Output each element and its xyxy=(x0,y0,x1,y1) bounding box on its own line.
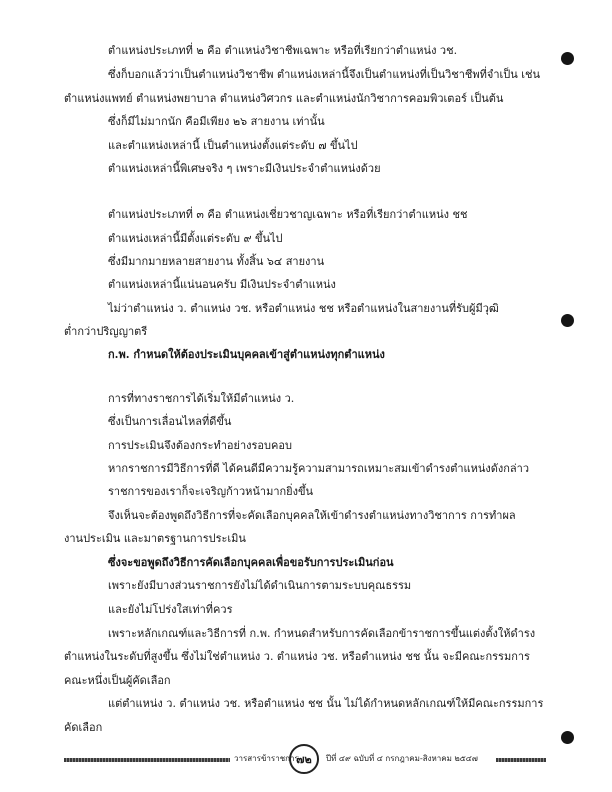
text-line: แต่ตำแหน่ง ว. ตำแหน่ง วช. หรือตำแหน่ง ชช นั้น ไม่ได้กำหนดหลักเกณฑ์ให้มีคณะกรรมการ xyxy=(108,697,544,710)
binder-hole-bottom xyxy=(561,731,574,744)
text-line: ไม่ว่าตำแหน่ง ว. ตำแหน่ง วช. หรือตำแหน่ง ชช หรือตำแหน่งในสายงานที่รับผู้มีวุฒิ xyxy=(108,302,499,315)
binder-hole-middle xyxy=(561,314,574,327)
text-line: เพราะหลักเกณฑ์และวิธีการที่ ก.พ. กำหนดสำหรับการคัดเลือกข้าราชการขึ้นแต่งตั้งให้ดำรง xyxy=(108,627,536,640)
text-line: ราชการของเราก็จะเจริญก้าวหน้ามากยิ่งขึ้น xyxy=(108,485,314,498)
footer-issue: ปีที่ ๔๙ ฉบับที่ ๔ กรกฎาคม-สิงหาคม ๒๕๔๗ xyxy=(326,754,478,763)
text-line: ตำแหน่งเหล่านี้มีตั้งแต่ระดับ ๙ ขึ้นไป xyxy=(108,232,283,245)
footer-rule-left xyxy=(64,758,230,762)
text-line: ซึ่งก็มีไม่มากนัก คือมีเพียง ๒๖ สายงาน เท่านั้น xyxy=(108,115,325,128)
footer-journal-title: วารสารข้าราชการ xyxy=(234,754,299,763)
text-line: และตำแหน่งเหล่านี้ เป็นตำแหน่งตั้งแต่ระดับ ๗ ขึ้นไป xyxy=(108,139,358,152)
text-line: ตำแหน่งประเภทที่ ๓ คือ ตำแหน่งเชี่ยวชาญเฉพาะ หรือที่เรียกว่าตำแหน่ง ชช xyxy=(108,208,468,221)
text-line: ซึ่งมีมากมายหลายสายงาน ทั้งสิ้น ๖๔ สายงาน xyxy=(108,255,325,268)
binder-hole-top xyxy=(561,52,574,65)
text-line: ซึ่งเป็นการเลื่อนไหลที่ดีขึ้น xyxy=(108,415,232,428)
text-line: เพราะยังมีบางส่วนราชการยังไม่ได้ดำเนินการตามระบบคุณธรรม xyxy=(108,579,412,592)
footer-rule-right xyxy=(496,758,546,762)
text-line: ต่ำกว่าปริญญาตรี xyxy=(64,325,148,338)
text-line: คัดเลือก xyxy=(64,721,103,734)
text-line: หากราชการมีวิธีการที่ดี ได้คนดีมีความรู้ความสามารถเหมาะสมเข้าดำรงตำแหน่งดังกล่าว xyxy=(108,462,530,475)
text-line: ตำแหน่งเหล่านี้พิเศษจริง ๆ เพราะมีเงินประจำตำแหน่งด้วย xyxy=(108,162,381,175)
page-number-badge xyxy=(289,744,319,774)
text-line: และยังไม่โปร่งใสเท่าที่ควร xyxy=(108,603,233,616)
text-line: ซึ่งก็บอกแล้วว่าเป็นตำแหน่งวิชาชีพ ตำแหน่งเหล่านี้จึงเป็นตำแหน่งที่เป็นวิชาชีพที่จำเป็น เช่น xyxy=(108,68,541,81)
text-line: การประเมินจึงต้องกระทำอย่างรอบคอบ xyxy=(108,439,292,452)
page-number: ๗๒ xyxy=(296,753,312,766)
text-line: จึงเห็นจะต้องพูดถึงวิธีการที่จะคัดเลือกบุคคลให้เข้าดำรงตำแหน่งทางวิชาการ การทำผล xyxy=(108,509,516,522)
text-line: งานประเมิน และมาตรฐานการประเมิน xyxy=(64,532,246,545)
text-line: การที่ทางราชการได้เริ่มให้มีตำแหน่ง ว. xyxy=(108,392,295,405)
section-heading: ซึ่งจะขอพูดถึงวิธีการคัดเลือกบุคคลเพื่อขอรับการประเมินก่อน xyxy=(108,556,394,569)
section-heading: ก.พ. กำหนดให้ต้องประเมินบุคคลเข้าสู่ตำแหน่งทุกตำแหน่ง xyxy=(108,348,385,361)
text-line: คณะหนึ่งเป็นผู้คัดเลือก xyxy=(64,674,171,687)
text-line: ตำแหน่งในระดับที่สูงขึ้น ซึ่งไม่ใช่ตำแหน่ง ว. ตำแหน่ง วช. หรือตำแหน่ง ชช นั้น จะมีคณะกรรมการ xyxy=(64,650,530,663)
text-line: ตำแหน่งแพทย์ ตำแหน่งพยาบาล ตำแหน่งวิศวกร และตำแหน่งนักวิชาการคอมพิวเตอร์ เป็นต้น xyxy=(64,92,504,105)
text-line: ตำแหน่งเหล่านี้แน่นอนครับ มีเงินประจำตำแหน่ง xyxy=(108,278,336,291)
text-line: ตำแหน่งประเภทที่ ๒ คือ ตำแหน่งวิชาชีพเฉพาะ หรือที่เรียกว่าตำแหน่ง วช. xyxy=(108,44,458,57)
